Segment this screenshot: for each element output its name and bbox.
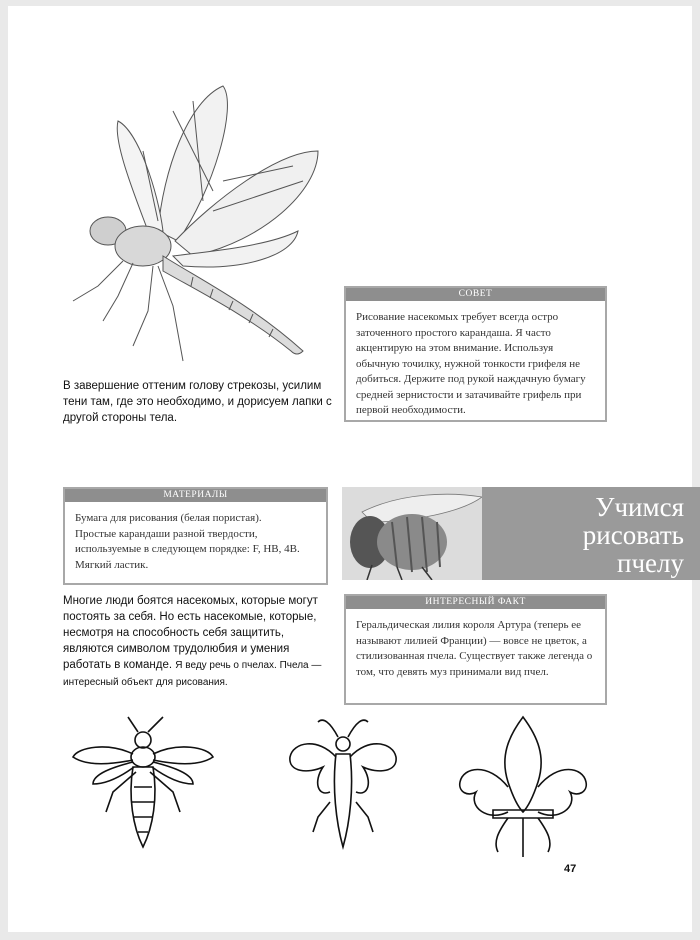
materials-box xyxy=(63,487,328,585)
section-title-line: Учимся xyxy=(595,492,684,522)
fleur-de-lis-drawing xyxy=(460,717,587,857)
section-title-line: рисовать xyxy=(582,520,684,550)
tip-text: Рисование насекомых требует всегда остро заточенного простого карандаша. Я часто акцентирую на этом внимание. Используя обычную точилку, нужной тонкости грифеля не добиться. Держите под рукой наждачную бумагу средней зернистости и затачивайте грифель при первой необходимости. xyxy=(356,311,586,416)
fact-heading: ИНТЕРЕСНЫЙ ФАКТ xyxy=(346,596,605,609)
bee-sketch-illustration xyxy=(342,487,482,580)
tip-box xyxy=(344,286,607,422)
fact-box xyxy=(344,594,607,705)
tip-heading: СОВЕТ xyxy=(346,288,605,301)
book-page xyxy=(8,6,692,932)
section-banner xyxy=(342,487,700,580)
bee-outline-drawing xyxy=(73,717,213,847)
dragonfly-caption: В завершение оттеним голову стрекозы, усилим тени там, где это необходимо, и дорисуем лапки с другой стороны тела. xyxy=(63,380,332,424)
body-main: Многие люди боятся насекомых, которые могут постоять за себя. Но есть насекомые, которые, несмотря на способность себя защитить, являются символом трудолюбия и умения работать в команде. xyxy=(63,595,318,671)
dragonfly-illustration xyxy=(63,81,323,371)
materials-item: Мягкий ластик. xyxy=(75,558,149,571)
body-text xyxy=(63,593,333,691)
body-small: Я веду речь о пчелах. Пчела — интересный объект для рисования. xyxy=(63,660,322,688)
section-title xyxy=(484,493,684,577)
materials-list xyxy=(75,511,318,573)
materials-item: Бумага для рисования (белая пористая). xyxy=(75,512,262,524)
materials-heading: МАТЕРИАЛЫ xyxy=(65,489,326,502)
page-number: 47 xyxy=(564,863,577,875)
stylized-bee-drawing xyxy=(290,720,396,847)
fact-text: Геральдическая лилия короля Артура (теперь ее называют лилией Франции) — вовсе не цветок, а стилизованная пчела. Существует также легенда о том, что девять муз принимали вид пчел. xyxy=(356,619,593,678)
bee-evolution-illustration xyxy=(68,712,608,862)
materials-item: Простые карандаши разной твердости, используемые в следующем порядке: F, HB, 4B. xyxy=(75,527,300,555)
section-title-line: пчелу xyxy=(617,548,684,578)
